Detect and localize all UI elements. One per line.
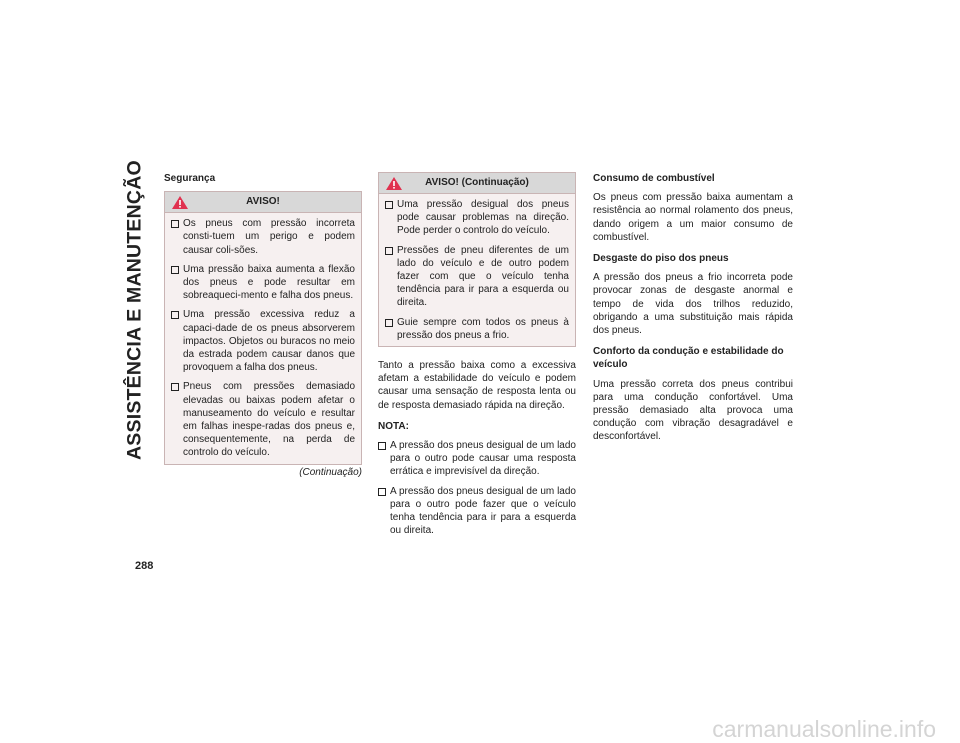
section-text: Os pneus com pressão baixa aumentam a resistência ao normal rolamento dos pneus, dando origem a um maior consumo de combustível. — [593, 192, 793, 243]
warning-box — [164, 191, 362, 464]
warning-item: Pressões de pneu diferentes de um lado do veículo e de outro podem fazer com que o veículo tenha tendência para ir para a esquerda ou direita. — [385, 244, 569, 310]
warning-item: Os pneus com pressão incorreta consti-tuem um perigo e podem causar coli-sões. — [171, 217, 355, 257]
section-heading: Conforto da condução e estabilidade do veículo — [593, 346, 784, 371]
section-heading-seguranca: Segurança — [164, 173, 216, 184]
checkbox-bullet-icon — [385, 247, 393, 255]
warning-item: Uma pressão desigual dos pneus pode causar problemas na direção. Pode perder o controlo do veículo. — [385, 198, 569, 238]
warning-triangle-icon — [171, 195, 189, 210]
checkbox-bullet-icon — [171, 266, 179, 274]
section-text: A pressão dos pneus a frio incorreta pode provocar zonas de desgaste anormal e tempo de vida dos trilhos reduzido, obrigando a uma substituição mais rápida dos pneus. — [593, 272, 793, 337]
section-heading: Desgaste do piso dos pneus — [593, 253, 729, 265]
checkbox-bullet-icon — [378, 488, 386, 496]
warning-item: Uma pressão baixa aumenta a flexão dos pneus e pode resultar em sobreaqueci-mento e falha dos pneus. — [171, 263, 355, 303]
note-item: A pressão dos pneus desigual de um lado para o outro pode fazer que o veículo tenha tendência para ir para a esquerda ou direita. — [378, 485, 576, 538]
warning-item: Uma pressão excessiva reduz a capaci-dade de os pneus absorverem impactos. Objetos ou buracos no meio da estrada podem causar danos que provoquem a falha dos pneus. — [171, 308, 355, 374]
body-paragraph: Tanto a pressão baixa como a excessiva afetam a estabilidade do veículo e podem causar uma sensação de resposta lenta ou de resposta demasiado rápida na direção. — [378, 360, 576, 411]
note-label: NOTA: — [378, 420, 409, 432]
checkbox-bullet-icon — [171, 220, 179, 228]
checkbox-bullet-icon — [385, 201, 393, 209]
column-3 — [593, 172, 793, 444]
warning-title: AVISO! — [246, 196, 280, 208]
column-1 — [164, 172, 362, 479]
checkbox-bullet-icon — [171, 311, 179, 319]
warning-title: AVISO! (Continuação) — [425, 177, 529, 188]
warning-item: Guie sempre com todos os pneus à pressão dos pneus a frio. — [385, 316, 569, 342]
warning-box-continued — [378, 172, 576, 347]
section-text: Uma pressão correta dos pneus contribui para uma condução confortável. Uma pressão demasiado alta provoca uma condução com vibração desagradável e desconfortável. — [593, 378, 793, 443]
checkbox-bullet-icon — [171, 383, 179, 391]
footer-watermark-bar — [0, 716, 960, 742]
page-number: 288 — [135, 560, 154, 572]
section-side-title: ASSISTÊNCIA E MANUTENÇÃO — [123, 160, 146, 460]
watermark-text: carmanualsonline.info — [712, 716, 936, 742]
continuation-label: (Continuação) — [299, 466, 362, 478]
warning-item: Pneus com pressões demasiado elevadas ou baixas podem afetar o manuseamento do veículo e resultar em falhas inespe-radas dos pneus e, consequentemente, na perda de controlo do veículo. — [171, 380, 355, 459]
warning-header — [165, 192, 361, 213]
warning-header — [379, 173, 575, 194]
note-item: A pressão dos pneus desigual de um lado para o outro pode causar uma resposta errática e imprevisível da direção. — [378, 439, 576, 479]
checkbox-bullet-icon — [378, 442, 386, 450]
warning-triangle-icon — [385, 176, 403, 191]
checkbox-bullet-icon — [385, 319, 393, 327]
column-2 — [378, 172, 576, 537]
section-heading: Consumo de combustível — [593, 173, 715, 184]
